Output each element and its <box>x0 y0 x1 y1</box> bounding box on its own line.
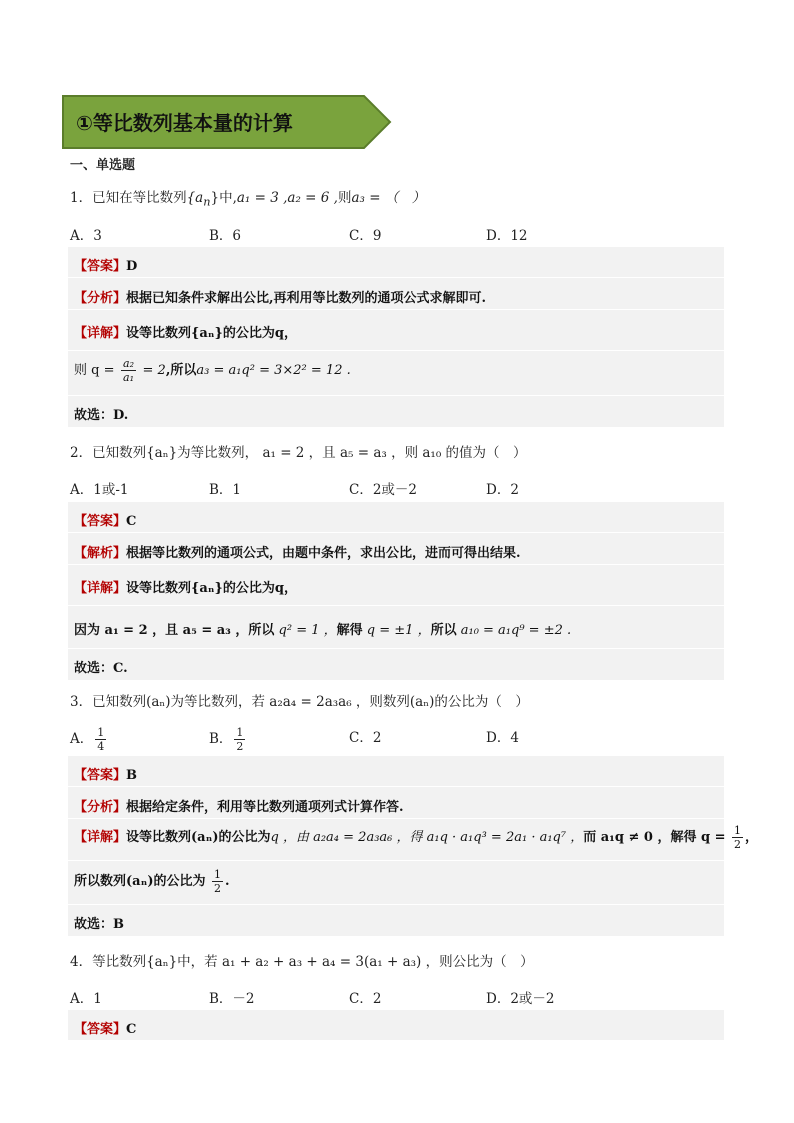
q1-calc-start: 则 q = <box>74 363 115 378</box>
q1-analysis-line <box>74 287 486 306</box>
fraction-numerator: a₂ <box>123 357 134 370</box>
q3-answer-line <box>74 764 137 783</box>
divider <box>68 564 724 565</box>
q2-option-a[interactable]: A．1或-1 <box>70 482 129 498</box>
divider <box>68 532 724 533</box>
q3-conclusion-fraction <box>212 868 223 895</box>
analysis-tag: 【分析】 <box>74 800 127 815</box>
q3-choose-line: 故选：B <box>74 917 124 932</box>
q2-option-b[interactable]: B．1 <box>209 482 242 498</box>
q2-detail-line <box>74 577 297 596</box>
detail-tag: 【详解】 <box>74 830 127 845</box>
divider <box>68 786 724 787</box>
q2-result: a₁₀ = a₁q⁹ = ±2 . <box>456 623 572 638</box>
section-heading: 一、单选题 <box>70 158 136 173</box>
q3-detail-line <box>74 824 758 851</box>
q2-q-squared: q² = 1 ， <box>274 623 337 638</box>
divider <box>68 818 724 819</box>
divider <box>68 860 724 861</box>
q1-then: 则 <box>337 190 352 206</box>
q3-detail-equation: q ，由 a₂a₄ = 2a₃a₆ ，得 a₁q · a₁q³ = 2a₁ · a₁q⁷ ， <box>270 830 584 845</box>
answer-tag: 【答案】 <box>74 514 127 529</box>
q1-analysis: 根据已知条件求解出公比,再利用等比数列的通项公式求解即可. <box>126 291 487 306</box>
q2-solution-box <box>68 502 724 680</box>
fraction-denominator: 2 <box>236 740 244 753</box>
q1-ratio-value: = 2 <box>142 363 166 378</box>
banner-title: ①等比数列基本量的计算 <box>76 111 293 135</box>
answer-tag: 【答案】 <box>74 1022 127 1037</box>
q4-option-c[interactable]: C．2 <box>349 991 382 1007</box>
q3-analysis-line <box>74 796 404 815</box>
q3-option-d[interactable]: D．4 <box>486 730 519 746</box>
q2-analysis-line <box>74 542 521 561</box>
answer-tag: 【答案】 <box>74 259 127 274</box>
title-banner <box>62 95 392 149</box>
fraction-numerator: 1 <box>734 824 742 837</box>
q2-so-2: 所以 <box>430 623 457 638</box>
q1-stem-text: 1．已知在等比数列 <box>70 190 187 206</box>
q1-so: ,所以 <box>165 363 197 378</box>
question-3-options <box>70 718 720 754</box>
q1-choose-line: 故选：D. <box>74 408 129 423</box>
fraction-numerator: 1 <box>214 868 222 881</box>
question-4-stem: 4．等比数列{aₙ}中，若 a₁ + a₂ + a₃ + a₄ = 3(a₁ + a₃) ，则公比为（ ） <box>70 954 534 970</box>
q2-option-d[interactable]: D．2 <box>486 482 519 498</box>
q3-detail-comma: ， <box>745 830 759 845</box>
answer-tag: 【答案】 <box>74 768 127 783</box>
fraction-denominator: a₁ <box>123 371 134 384</box>
q2-answer-line <box>74 510 136 529</box>
q1-given: a₁ = 3 ,a₂ = 6 , <box>236 190 338 206</box>
question-3-stem: 3．已知数列(aₙ)为等比数列，若 a₂a₄ = 2a₃a₆ ，则数列(aₙ)的公比为（ ） <box>70 694 529 710</box>
q1-option-b[interactable]: B．6 <box>209 228 242 244</box>
q2-so: 所以 <box>248 623 275 638</box>
q1-seq-n: n <box>203 195 211 209</box>
q3-option-b-fraction <box>234 726 245 753</box>
q2-option-c[interactable]: C．2或－2 <box>349 482 418 498</box>
divider <box>68 605 724 606</box>
q1-ratio-fraction <box>121 357 136 384</box>
fraction-numerator: 1 <box>236 726 244 739</box>
q3-detail-nonzero: 而 a₁q ≠ 0 ， <box>583 830 671 845</box>
q1-answer: D <box>126 259 138 274</box>
q3-detail-solve: 解得 q = <box>670 830 726 845</box>
q3-conclusion-period: . <box>225 874 230 889</box>
q1-detail-line <box>74 322 297 341</box>
q4-solution-box <box>68 1010 724 1040</box>
divider <box>68 648 724 649</box>
q4-answer: C <box>126 1022 137 1037</box>
q1-solution-box <box>68 247 724 427</box>
fraction-numerator: 1 <box>97 726 105 739</box>
q4-option-d[interactable]: D．2或－2 <box>486 991 555 1007</box>
q3-conclusion-text: 所以数列(aₙ)的公比为 <box>74 874 206 889</box>
q3-detail-fraction <box>732 824 743 851</box>
divider <box>68 904 724 905</box>
q2-answer: C <box>126 514 137 529</box>
q4-option-b[interactable]: B．－2 <box>209 991 255 1007</box>
divider <box>68 309 724 310</box>
q4-answer-line <box>74 1018 136 1037</box>
detail-tag: 【详解】 <box>74 326 127 341</box>
q1-result: a₃ = a₁q² = 3×2² = 12 . <box>196 363 351 378</box>
q3-conclusion-line <box>74 868 230 895</box>
q2-calc-line <box>74 619 571 638</box>
q1-seq-a: {a <box>186 190 204 206</box>
fraction-denominator: 2 <box>214 882 222 895</box>
q2-because: 因为 a₁ = 2 ，且 a₅ = a₃ ， <box>74 623 249 638</box>
analysis-tag: 【分析】 <box>74 291 127 306</box>
q3-option-a-label: A． <box>70 731 94 747</box>
q3-option-c[interactable]: C．2 <box>349 730 382 746</box>
q3-solution-box <box>68 756 759 936</box>
detail-tag: 【详解】 <box>74 581 127 596</box>
q2-solve: 解得 <box>336 623 363 638</box>
q4-option-a[interactable]: A．1 <box>70 991 102 1007</box>
question-1-stem <box>70 186 425 209</box>
q3-answer: B <box>126 768 138 783</box>
q1-calc-line <box>74 357 351 384</box>
q1-detail: 设等比数列{aₙ}的公比为q， <box>126 326 297 341</box>
q2-choose-line: 故选：C. <box>74 661 128 676</box>
fraction-denominator: 4 <box>97 740 105 753</box>
q1-answer-line <box>74 255 137 274</box>
q2-detail: 设等比数列{aₙ}的公比为q， <box>126 581 297 596</box>
divider <box>68 395 724 396</box>
q3-option-a-fraction <box>95 726 106 753</box>
q1-option-c[interactable]: C．9 <box>349 228 382 244</box>
analysis-tag: 【解析】 <box>74 546 127 561</box>
question-2-stem: 2．已知数列{aₙ}为等比数列， a₁ = 2 ，且 a₅ = a₃ ，则 a₁₀ 的值为（ ） <box>70 445 527 461</box>
q3-option-a[interactable] <box>70 726 108 753</box>
q1-option-a[interactable]: A．3 <box>70 228 102 244</box>
q3-option-b-label: B． <box>209 731 233 747</box>
q1-seq-close: }中, <box>210 190 237 206</box>
q2-analysis: 根据等比数列的通项公式，由题中条件，求出公比，进而可得出结果. <box>126 546 521 561</box>
fraction-denominator: 2 <box>734 838 742 851</box>
q2-q-value: q = ±1 ， <box>362 623 431 638</box>
q1-ask: a₃ = （ ） <box>351 190 426 206</box>
q3-detail-start: 设等比数列(aₙ)的公比为 <box>126 830 271 845</box>
q1-option-d[interactable]: D．12 <box>486 228 528 244</box>
q3-analysis: 根据给定条件，利用等比数列通项列式计算作答. <box>126 800 404 815</box>
divider <box>68 350 724 351</box>
q3-option-b[interactable] <box>209 726 247 753</box>
divider <box>68 277 724 278</box>
